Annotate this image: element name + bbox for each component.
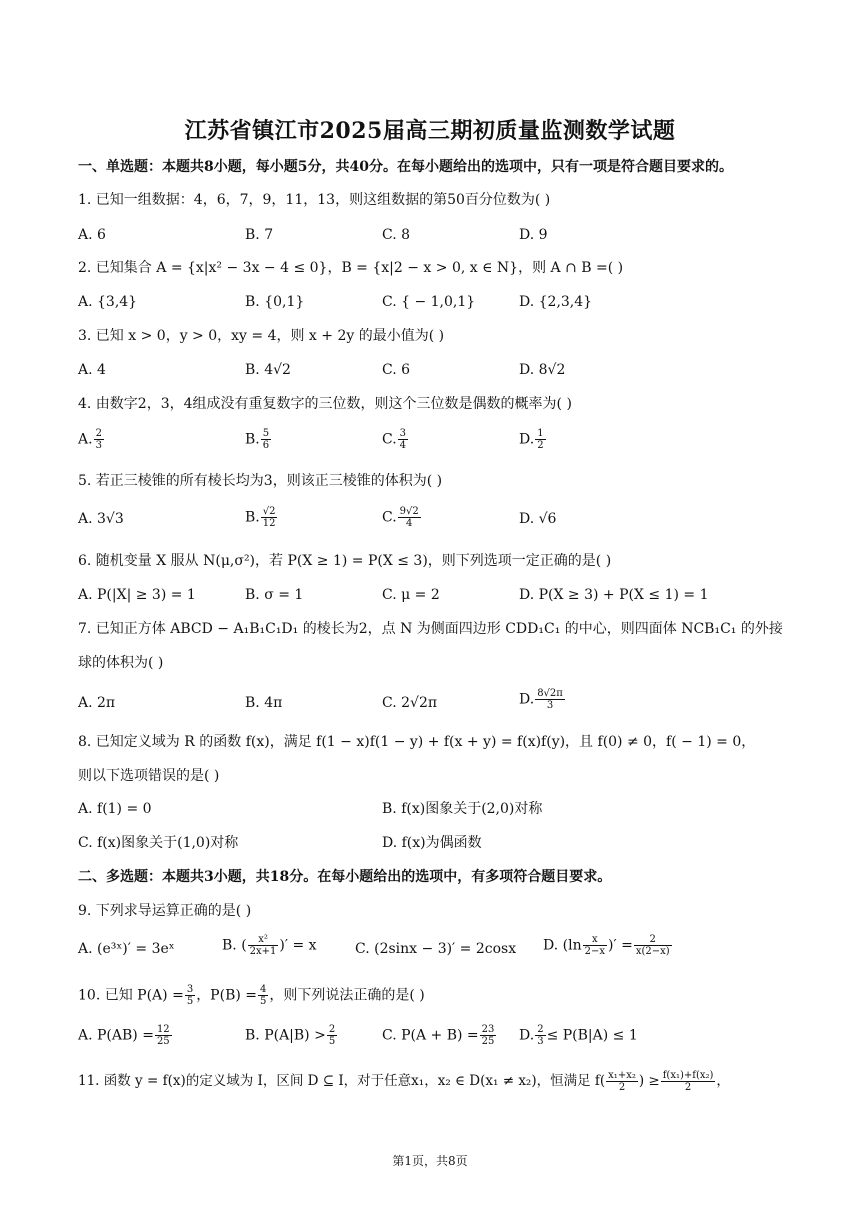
page-title: 江苏省镇江市2025届高三期初质量监测数学试题 <box>184 118 676 144</box>
fraction: $\frac{4}{5}$ <box>260 984 267 1007</box>
q7-option-a: A. 2π <box>78 695 116 711</box>
fraction: $\frac{5}{6}$ <box>262 428 270 451</box>
q1-option-d: D. 9 <box>519 227 548 243</box>
q2-option-c: C. { − 1,0,1} <box>382 294 476 310</box>
q7-option-c: C. 2√2π <box>382 695 438 711</box>
q5-option-d: D. √6 <box>519 511 557 527</box>
question-4-stem: 4. 由数字2，3，4组成没有重复数字的三位数，则这个三位数是偶数的概率为( ) <box>78 396 572 412</box>
question-11-stem: 11. 函数 y = f(x)的定义域为 I，区间 D ⊆ I，对于任意x₁，x₂ ∈ D(x₁ ≠ x₂)，恒满足 f( $\frac{\text{x₁+x₂}}{2}$ ) ≥ $\frac{\text{f(x₁)+f(x₂)}}{2}$ ， <box>78 1070 730 1093</box>
question-5-stem: 5. 若正三棱锥的所有棱长均为3，则该正三棱锥的体积为( ) <box>78 473 443 489</box>
q1-option-b: B. 7 <box>245 227 274 243</box>
fraction: $\frac{2}{5}$ <box>328 1024 336 1047</box>
section-heading-single-choice: 一、单选题：本题共8小题，每小题5分，共40分。在每小题给出的选项中，只有一项是符合题目要求的。 <box>78 159 733 175</box>
fraction: $\frac{2}{3}$ <box>537 1024 544 1047</box>
q10-option-d: D. $\frac{2}{3}$ ≤ P(B|A) ≤ 1 <box>519 1024 638 1047</box>
q3-option-b: B. 4√2 <box>245 362 291 378</box>
q3-option-c: C. 6 <box>382 362 411 378</box>
fraction: $\frac{\text{x²}}{2x+1}$ <box>249 934 277 957</box>
fraction: $\frac{3}{5}$ <box>186 984 194 1007</box>
q9-option-c: C. (2sinx − 3)′ = 2cosx <box>355 941 517 957</box>
fraction: $\frac{√2}{12}$ <box>262 506 276 529</box>
q9-option-b: B. ( $\frac{\text{x²}}{2x+1}$ )′ = x <box>222 934 317 957</box>
question-7-stem-line2: 球的体积为( ) <box>78 655 164 671</box>
question-1-stem: 1. 已知一组数据：4，6，7，9，11，13，则这组数据的第50百分位数为( ) <box>78 192 551 208</box>
q6-option-c: C. μ = 2 <box>382 587 440 603</box>
fraction: $\frac{12}{25}$ <box>156 1024 170 1047</box>
question-9-stem: 9. 下列求导运算正确的是( ) <box>78 903 252 919</box>
fraction: $\frac{8√2\pi}{3}$ <box>537 688 563 711</box>
q10-option-b: B. P(A|B) > $\frac{2}{5}$ <box>245 1024 336 1047</box>
question-6-stem: 6. 随机变量 X 服从 N(μ,σ²)，若 P(X ≥ 1) = P(X ≤ 3)，则下列选项一定正确的是( ) <box>78 553 612 569</box>
question-2-stem: 2. 已知集合 A = {x|x² − 3x − 4 ≤ 0}，B = {x|2 − x > 0, x ∈ N}，则 A ∩ B =( ) <box>78 260 624 276</box>
q10-option-c: C. P(A + B) = $\frac{23}{25}$ <box>382 1024 495 1047</box>
q2-option-b: B. {0,1} <box>245 294 305 310</box>
q8-option-a: A. f(1) = 0 <box>78 801 152 817</box>
fraction: $\frac{3}{4}$ <box>399 428 407 451</box>
q4-option-b: B. $\frac{5}{6}$ <box>245 428 270 451</box>
q3-option-d: D. 8√2 <box>519 362 566 378</box>
q8-option-d: D. f(x)为偶函数 <box>382 835 482 851</box>
q1-option-a: A. 6 <box>78 227 106 243</box>
q5-option-c: C. $\frac{9√2}{4}$ <box>382 506 419 529</box>
fraction: $\frac{\text{x₁+x₂}}{2}$ <box>608 1070 636 1093</box>
question-8-stem-line2: 则以下选项错误的是( ) <box>78 768 220 784</box>
question-10-stem: 10. 已知 P(A) = $\frac{3}{5}$ ，P(B) = $\frac{4}{5}$ ，则下列说法正确的是( ) <box>78 984 425 1007</box>
q8-option-b: B. f(x)图象关于(2,0)对称 <box>382 801 543 817</box>
fraction: $\frac{9√2}{4}$ <box>399 506 419 529</box>
q10-option-a: A. P(AB) = $\frac{12}{25}$ <box>78 1024 170 1047</box>
question-8-stem-line1: 8. 已知定义域为 R 的函数 f(x)，满足 f(1 − x)f(1 − y) + f(x + y) = f(x)f(y)，且 f(0) ≠ 0，f( − 1) = 0， <box>78 734 756 750</box>
q7-option-b: B. 4π <box>245 695 283 711</box>
q4-option-c: C. $\frac{3}{4}$ <box>382 428 407 451</box>
question-7-stem-line1: 7. 已知正方体 ABCD − A₁B₁C₁D₁ 的棱长为2，点 N 为侧面四边形 CDD₁C₁ 的中心，则四面体 NCB₁C₁ 的外接 <box>78 621 783 637</box>
q4-option-a: A. $\frac{2}{3}$ <box>78 428 102 451</box>
q2-option-d: D. {2,3,4} <box>519 294 593 310</box>
q3-option-a: A. 4 <box>78 362 106 378</box>
question-3-stem: 3. 已知 x > 0，y > 0，xy = 4，则 x + 2y 的最小值为( ) <box>78 328 445 344</box>
q2-option-a: A. {3,4} <box>78 294 138 310</box>
fraction: $\frac{x}{2-x}$ <box>584 934 605 957</box>
q5-option-a: A. 3√3 <box>78 511 124 527</box>
page-footer: 第1页，共8页 <box>392 1154 468 1168</box>
fraction: $\frac{23}{25}$ <box>481 1024 495 1047</box>
q9-option-d: D. (ln $\frac{x}{2-x}$ )′ = $\frac{2}{x(2-x)}$ <box>543 934 670 957</box>
q9-option-a: A. (e³ˣ)′ = 3eˣ <box>78 941 175 957</box>
q5-option-b: B. $\frac{√2}{12}$ <box>245 506 276 529</box>
fraction: $\frac{\text{f(x₁)+f(x₂)}}{2}$ <box>662 1070 714 1093</box>
section-heading-multi-choice: 二、多选题：本题共3小题，共18分。在每小题给出的选项中，有多项符合题目要求。 <box>78 869 612 885</box>
q6-option-d: D. P(X ≥ 3) + P(X ≤ 1) = 1 <box>519 587 709 603</box>
q6-option-a: A. P(|X| ≥ 3) = 1 <box>78 587 196 603</box>
q1-option-c: C. 8 <box>382 227 411 243</box>
q8-option-c: C. f(x)图象关于(1,0)对称 <box>78 835 239 851</box>
q4-option-d: D. $\frac{1}{2}$ <box>519 428 544 451</box>
fraction: $\frac{1}{2}$ <box>537 428 544 451</box>
fraction: $\frac{2}{3}$ <box>95 428 102 451</box>
fraction: $\frac{2}{x(2-x)}$ <box>635 934 670 957</box>
q7-option-d: D. $\frac{8√2\pi}{3}$ <box>519 688 563 711</box>
q6-option-b: B. σ = 1 <box>245 587 304 603</box>
